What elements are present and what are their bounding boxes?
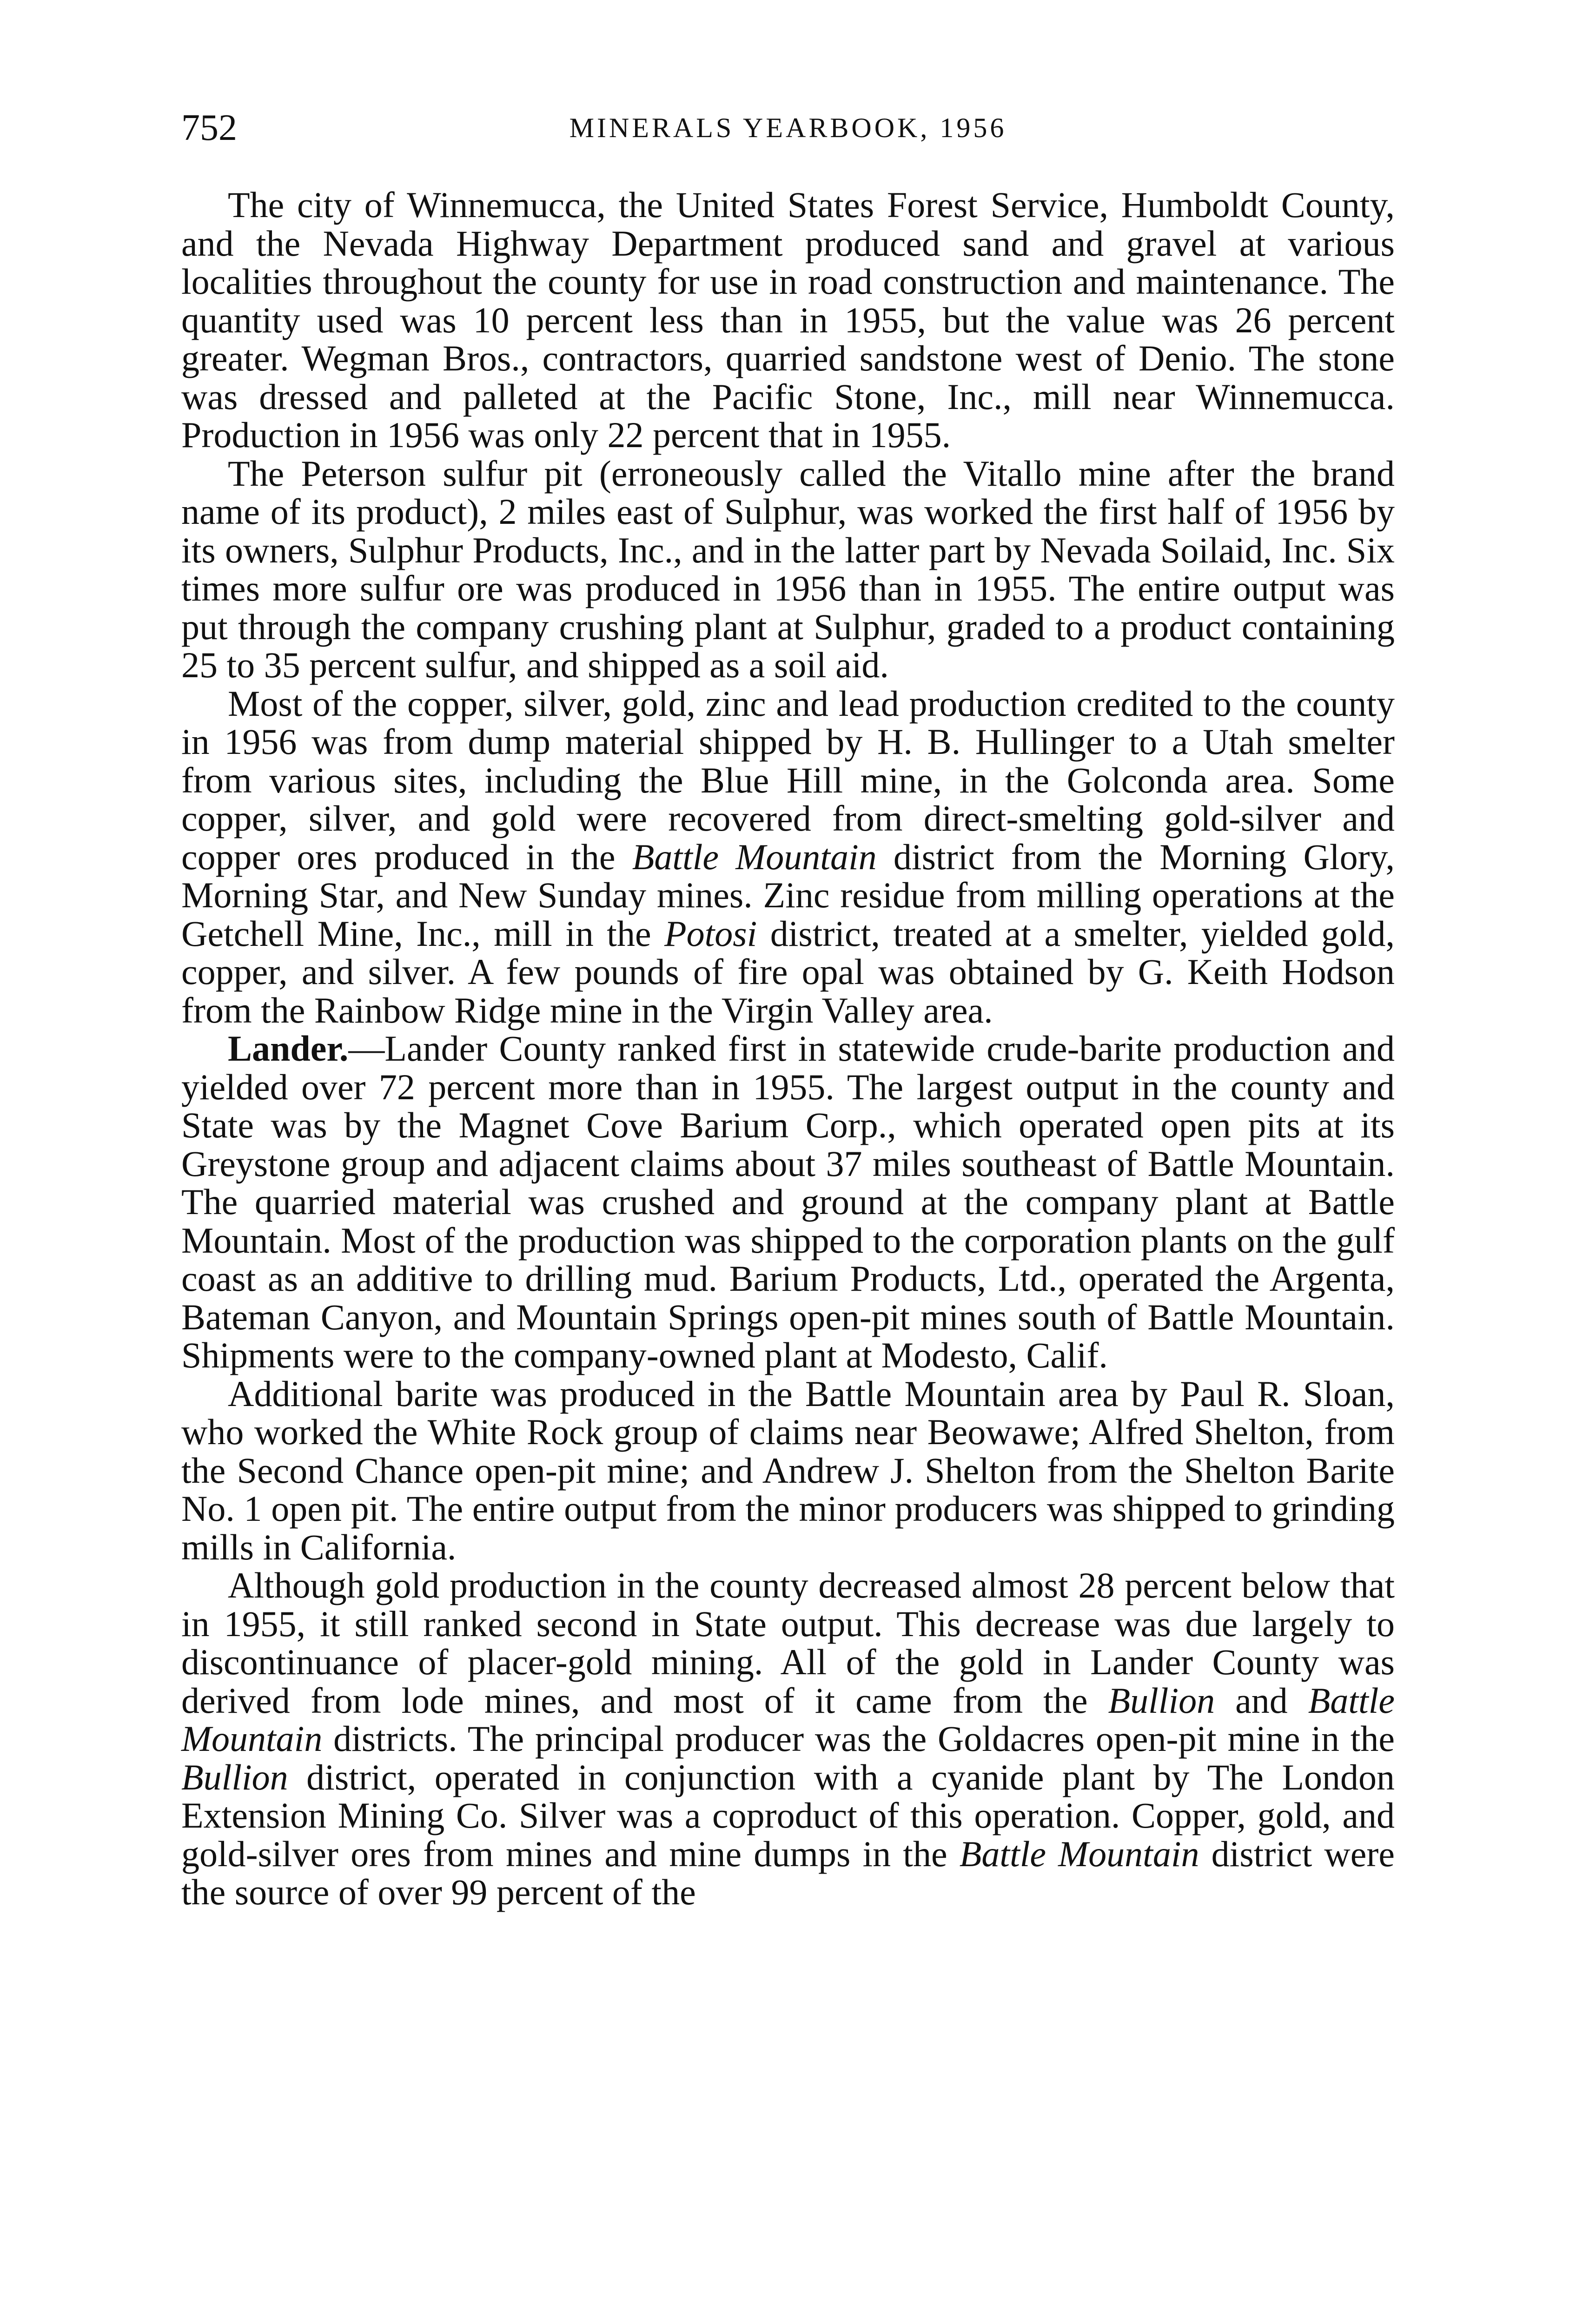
paragraph-text: district from the Morning Glory, Morning Star, and New Sunday mines. Zinc residue from milling operations at the Getchell Mine, Inc., mill in the bbox=[181, 836, 1395, 954]
paragraph-text: district, treated at a smelter, yielded gold, copper, and silver. A few pounds of fire opal was obtained by G. Keith Hodson from the Rainbow Ridge mine in the Virgin Valley area. bbox=[181, 913, 1395, 1030]
page-number: 752 bbox=[181, 107, 237, 148]
paragraph-text: The city of Winnemucca, the United States Forest Service, Humboldt County, and the Nevada Highway Department produced sand and gravel at various localities throughout the county for use in road construction and maintenance. The quantity used was 10 percent less than in 1955, but the value was 26 percent greater. Wegman Bros., contractors, quarried sandstone west of Denio. The stone was dressed and palleted at the Pacific Stone, Inc., mill near Winnemucca. Production in 1956 was only 22 percent that in 1955. bbox=[181, 185, 1395, 455]
district-name: Battle Mountain bbox=[632, 836, 877, 877]
district-name: Potosi bbox=[664, 913, 757, 954]
section-heading: Lander. bbox=[228, 1028, 349, 1069]
paragraph-text: district were the source of over 99 percent of the bbox=[181, 1833, 1395, 1912]
paragraph-text: Additional barite was produced in the Battle Mountain area by Paul R. Sloan, who worked the White Rock group of claims near Beowawe; Alfred Shelton, from the Second Chance open-pit mine; and Andrew J. Shelton from the Shelton Barite No. 1 open pit. The entire output from the minor producers was shipped to grinding mills in California. bbox=[181, 1373, 1395, 1567]
page-header bbox=[181, 102, 1395, 153]
paragraph-text: The Peterson sulfur pit (erroneously called the Vitallo mine after the brand name of its product), 2 miles east of Sulphur, was worked the first half of 1956 by its owners, Sulphur Products, Inc., and in the latter part by Nevada Soilaid, Inc. Six times more sulfur ore was produced in 1956 than in 1955. The entire output was put through the company crushing plant at Sulphur, graded to a product containing 25 to 35 percent sulfur, and shipped as a soil aid. bbox=[181, 453, 1395, 685]
paragraph bbox=[181, 186, 1395, 455]
district-name: Bullion bbox=[181, 1756, 288, 1797]
paragraph bbox=[181, 1375, 1395, 1567]
paragraph bbox=[181, 1030, 1395, 1375]
district-name: Bullion bbox=[1108, 1680, 1215, 1721]
running-head: MINERALS YEARBOOK, 1956 bbox=[569, 112, 1007, 143]
body-text bbox=[181, 186, 1395, 1912]
paragraph-text: districts. The principal producer was the Goldacres open-pit mine in the bbox=[322, 1718, 1395, 1759]
paragraph bbox=[181, 455, 1395, 685]
paragraph-text: Most of the copper, silver, gold, zinc and lead production credited to the county in 1956 was from dump material shipped by H. B. Hullinger to a Utah smelter from various sites, including the Blue Hill mine, in the Golconda area. Some copper, silver, and gold were recovered from direct-smelting gold-silver and copper ores produced in the bbox=[181, 683, 1395, 877]
district-name: Battle Mountain bbox=[959, 1833, 1199, 1874]
district-name: Battle Mountain bbox=[181, 1680, 1395, 1759]
paragraph-text: —Lander County ranked first in statewide crude-barite production and yielded over 72 percent more than in 1955. The largest output in the county and State was by the Magnet Cove Barium Corp., which operated open pits at its Greystone group and adjacent claims about 37 miles southeast of Battle Mountain. The quarried material was crushed and ground at the company plant at Battle Mountain. Most of the production was shipped to the corporation plants on the gulf coast as an additive to drilling mud. Barium Products, Ltd., operated the Argenta, Bateman Canyon, and Mountain Springs open-pit mines south of Battle Mountain. Shipments were to the company-owned plant at Modesto, Calif. bbox=[181, 1028, 1395, 1375]
paragraph bbox=[181, 1566, 1395, 1912]
paragraph bbox=[181, 685, 1395, 1030]
paragraph-text: district, operated in conjunction with a cyanide plant by The London Extension Mining Co. Silver was a coproduct of this operation. Copper, gold, and gold-silver ores from mines and mine dumps in the bbox=[181, 1756, 1395, 1874]
paragraph-text: Although gold production in the county decreased almost 28 percent below that in 1955, it still ranked second in State output. This decrease was due largely to discontinuance of placer-gold mining. All of the gold in Lander County was derived from lode mines, and most of it came from the bbox=[181, 1565, 1395, 1721]
paragraph-text: and bbox=[1215, 1680, 1308, 1721]
